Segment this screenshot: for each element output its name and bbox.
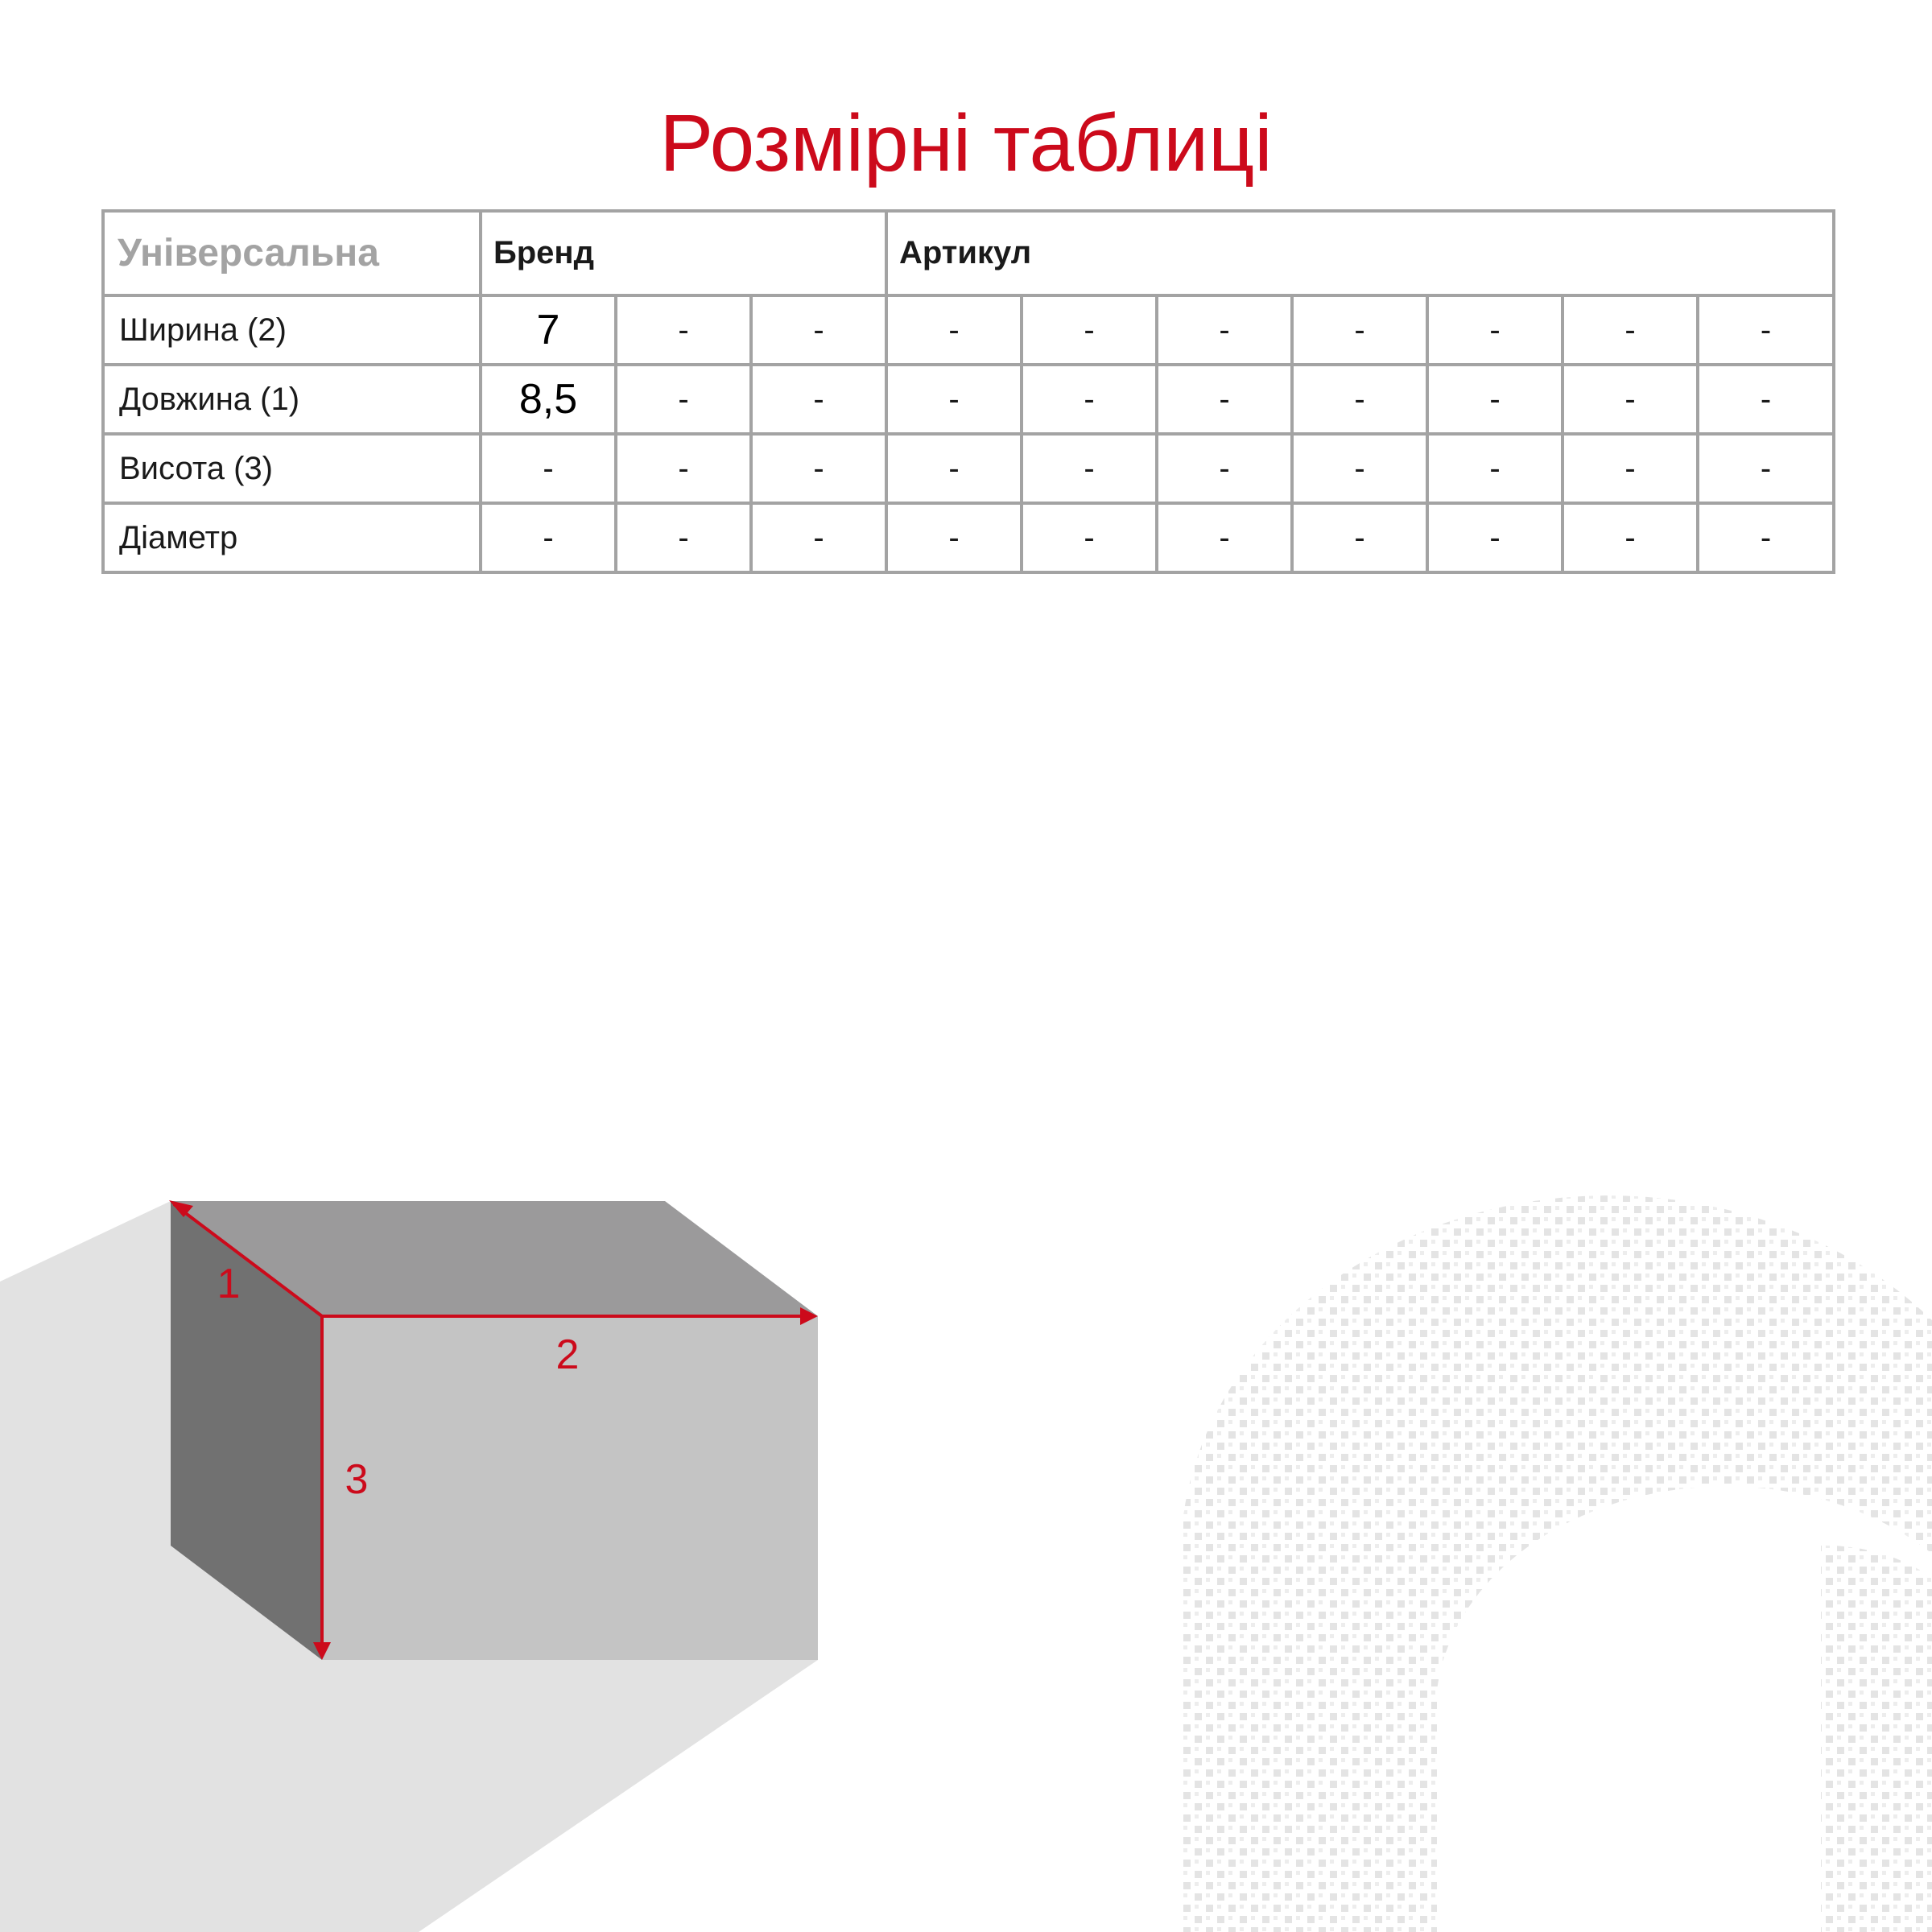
ornament-arch <box>1182 1195 1932 1932</box>
table-cell: - <box>1292 434 1427 503</box>
table-cell: - <box>751 365 886 434</box>
table-row-diameter <box>103 503 1834 572</box>
width-marker: 2 <box>555 1331 580 1378</box>
box-dimension-diagram <box>0 1167 837 1932</box>
table-name: Універсальна <box>103 211 481 295</box>
row-label: Довжина (1) <box>103 365 481 434</box>
article-header: Артикул <box>886 211 1834 295</box>
table-header-row <box>103 211 1834 295</box>
table-cell: - <box>886 365 1022 434</box>
length-marker: 1 <box>217 1261 241 1307</box>
table-cell: - <box>616 434 751 503</box>
size-table <box>101 209 1835 574</box>
table-cell: - <box>1563 365 1698 434</box>
table-cell: - <box>1427 434 1563 503</box>
table-cell: - <box>1292 295 1427 365</box>
table-cell: - <box>1157 365 1292 434</box>
row-label: Висота (3) <box>103 434 481 503</box>
table-cell: - <box>1157 434 1292 503</box>
table-row-length <box>103 365 1834 434</box>
table-cell: - <box>751 434 886 503</box>
table-row-width <box>103 295 1834 365</box>
row-label: Ширина (2) <box>103 295 481 365</box>
table-cell: - <box>1157 295 1292 365</box>
table-cell: 7 <box>481 295 616 365</box>
table-cell: - <box>1698 434 1834 503</box>
table-cell: - <box>1698 365 1834 434</box>
row-label: Діаметр <box>103 503 481 572</box>
table-cell: - <box>616 365 751 434</box>
table-cell: - <box>616 295 751 365</box>
ornament-arch-right <box>1821 1546 1932 1932</box>
table-row-height <box>103 434 1834 503</box>
brand-header: Бренд <box>481 211 886 295</box>
table-cell: - <box>1022 434 1157 503</box>
table-cell: - <box>481 503 616 572</box>
page-title: Розмірні таблиці <box>659 98 1273 188</box>
table-cell: - <box>886 295 1022 365</box>
table-cell: 8,5 <box>481 365 616 434</box>
table-cell: - <box>1292 365 1427 434</box>
ornament-pattern <box>1175 1167 1932 1932</box>
table-cell: - <box>1698 503 1834 572</box>
table-cell: - <box>1427 365 1563 434</box>
table-cell: - <box>1292 503 1427 572</box>
table-cell: - <box>1563 295 1698 365</box>
table-cell: - <box>1427 503 1563 572</box>
table-cell: - <box>1563 503 1698 572</box>
table-cell: - <box>616 503 751 572</box>
height-marker: 3 <box>345 1456 369 1503</box>
table-cell: - <box>1563 434 1698 503</box>
table-cell: - <box>751 503 886 572</box>
table-cell: - <box>1022 365 1157 434</box>
table-cell: - <box>1022 295 1157 365</box>
table-cell: - <box>1698 295 1834 365</box>
table-cell: - <box>1022 503 1157 572</box>
table-cell: - <box>886 503 1022 572</box>
table-cell: - <box>751 295 886 365</box>
table-cell: - <box>481 434 616 503</box>
table-cell: - <box>1427 295 1563 365</box>
table-cell: - <box>886 434 1022 503</box>
table-cell: - <box>1157 503 1292 572</box>
